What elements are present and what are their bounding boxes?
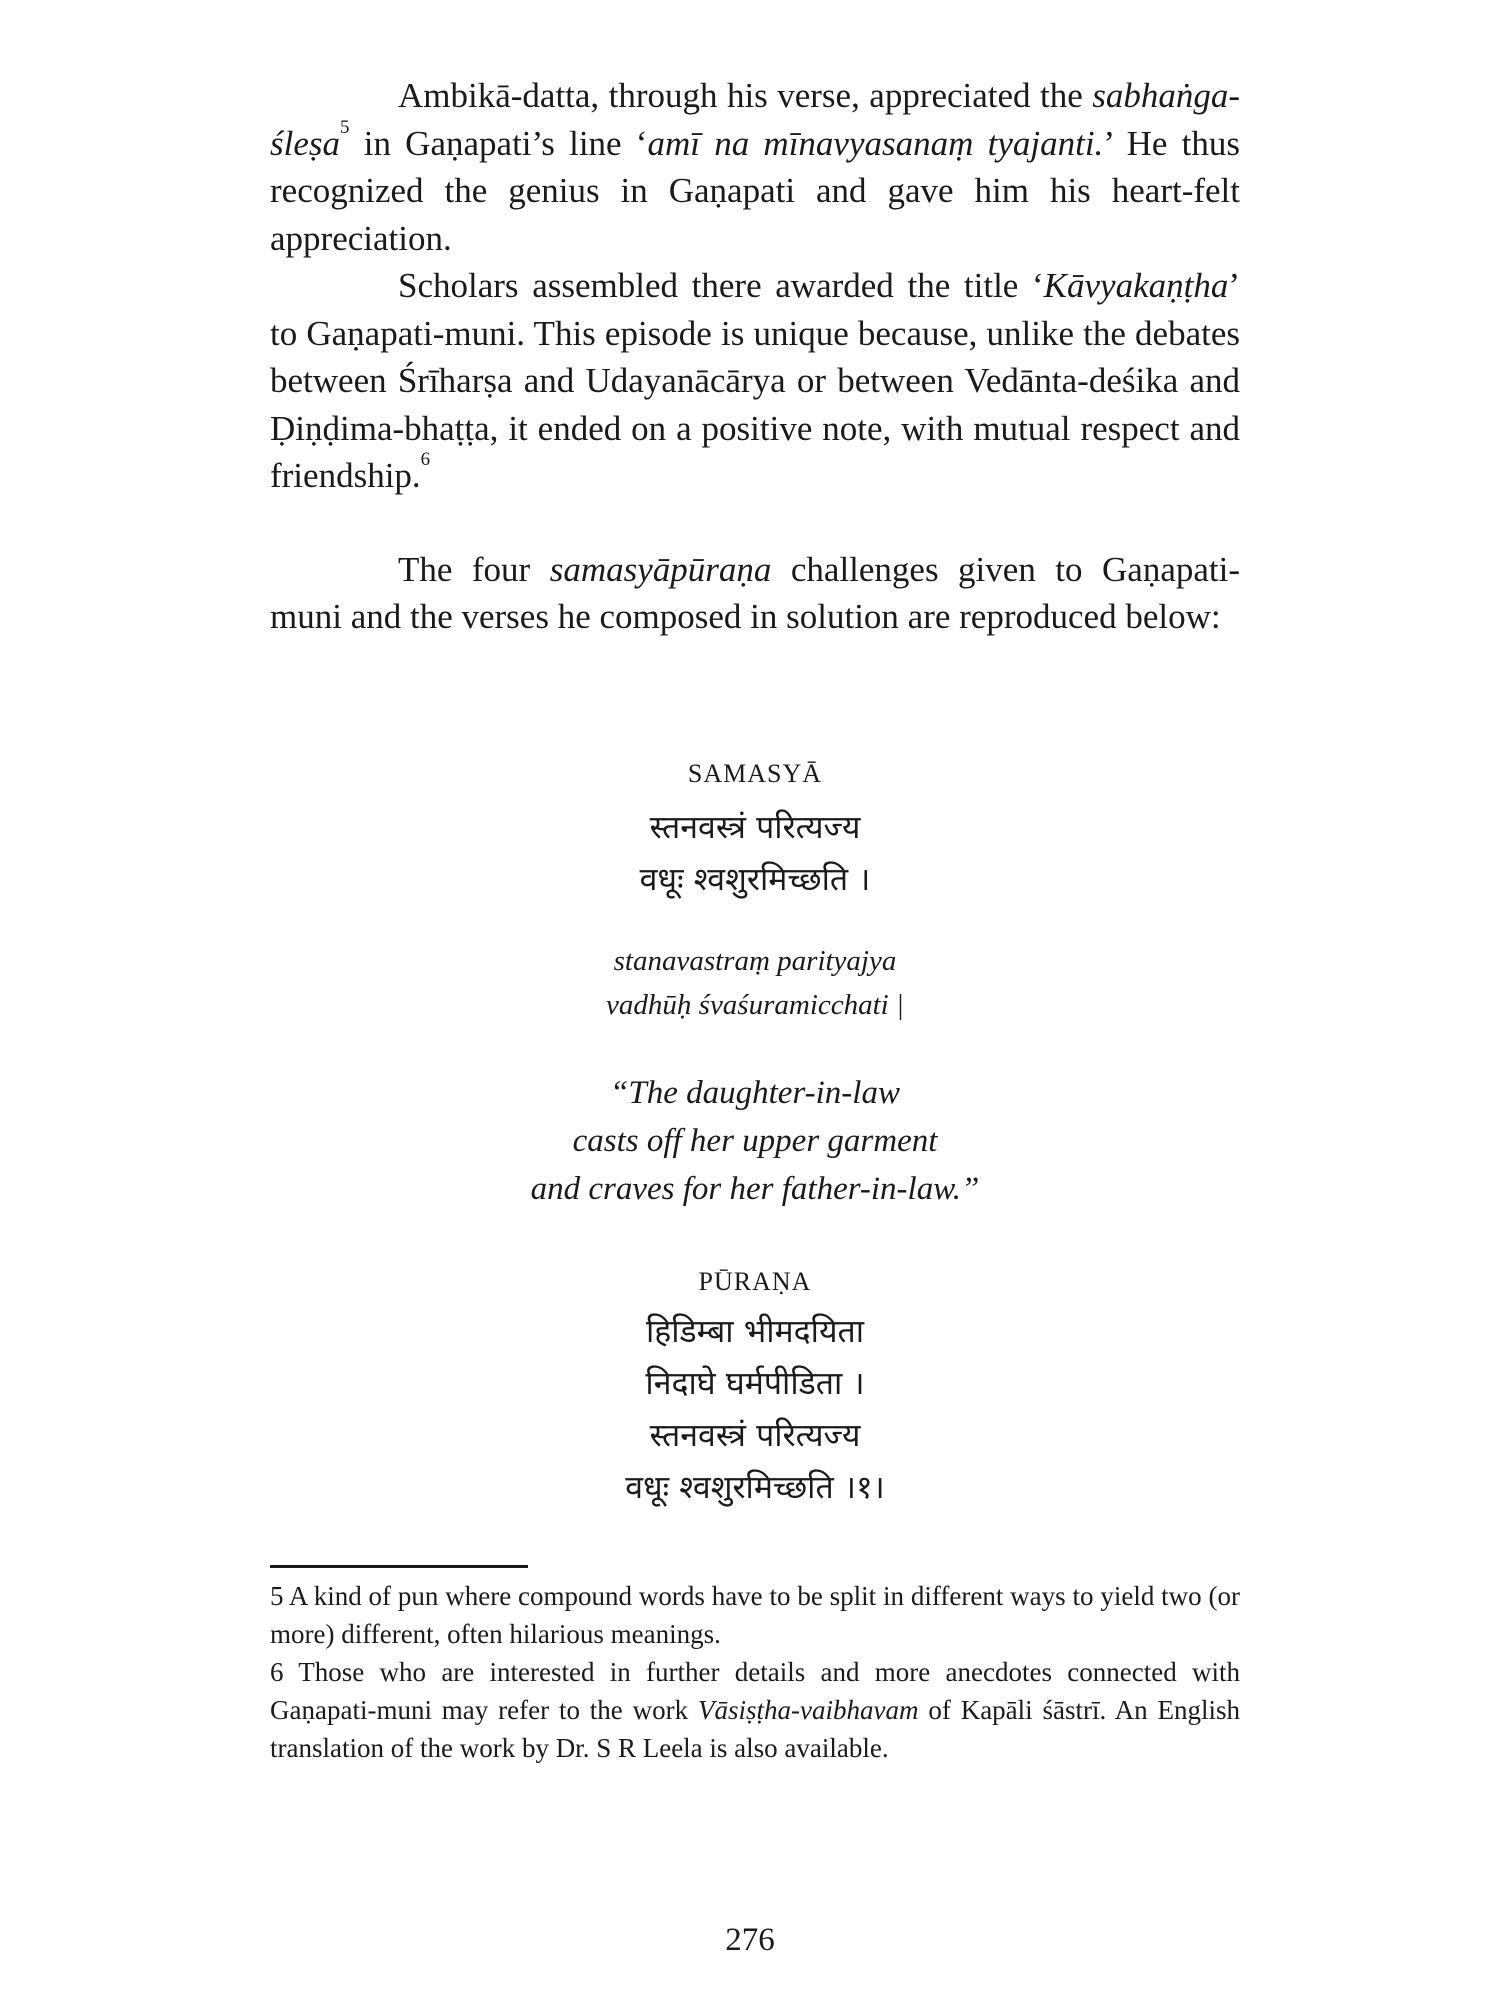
purana-heading: PŪRAṆA (698, 1267, 812, 1296)
p1-text-c: in Gaṇapati’s line ‘ (349, 123, 648, 163)
fn6-text-a: 6 Those who are interested in further details and more anecdotes connected with Gaṇapati-muni may refer to the work (270, 1657, 1240, 1725)
footnote-ref-6: 6 (420, 449, 431, 470)
samasya-translation-line-2: casts off her upper garment (572, 1123, 938, 1159)
p1-term-sabhanga: sabhaṅga-śleṣa (270, 76, 1240, 163)
paragraph-3 (270, 546, 1240, 641)
purana-deva-line-3: स्तनवस्त्रं परित्यज्य (649, 1416, 861, 1454)
paragraph-2 (270, 262, 1240, 500)
p2-title-kavyakantha: Kāvyakaṇṭha (1043, 266, 1229, 305)
samasya-translation-line-1: “The daughter-in-law (610, 1075, 900, 1111)
p3-text-c: challenges given to Gaṇapati-muni and the verses he composed in solution are reproduced below: (270, 549, 1240, 636)
samasya-deva-line-1: स्तनवस्त्रं परित्यज्य (649, 808, 861, 846)
p3-text-a: The four (398, 549, 550, 589)
p1-text-e: ’ He thus recognized the genius in Gaṇapati and gave him his heart-felt appreciation. (270, 123, 1240, 258)
p3-term-samasyapurana: samasyāpūraṇa (549, 549, 772, 589)
purana-deva-line-1: हिडिम्बा भीमदयिता (645, 1312, 865, 1350)
samasya-block (270, 757, 1240, 1213)
paragraph-1 (270, 72, 1240, 262)
samasya-deva-line-2: वधूः श्वशुरमिच्छति । (639, 860, 871, 898)
samasya-translit-line-2: vadhūḥ śvaśuramicchati | (606, 989, 904, 1021)
footnote-5: 5 A kind of pun where compound words have to be split in different ways to yield two (or more) different, often hilarious meanings. (270, 1581, 1240, 1649)
samasya-translation-line-3: and craves for her father-in-law.” (530, 1171, 980, 1207)
p2-text-a: Scholars assembled there awarded the title ‘ (398, 266, 1044, 305)
footnote-divider (270, 1565, 528, 1568)
footnotes (270, 1577, 1240, 1767)
body-text (270, 72, 1240, 641)
fn6-text-c: of Kapāli śāstrī. An English translation of the work by Dr. S R Leela is also available. (270, 1695, 1240, 1763)
fn6-work-title: Vāsiṣṭha-vaibhavam (698, 1695, 919, 1725)
purana-deva-line-4: वधूः श्वशुरमिच्छति ।१। (625, 1468, 885, 1506)
purana-deva-line-2: निदाघे घर्मपीडिता । (645, 1364, 865, 1402)
footnote-ref-5: 5 (340, 116, 350, 138)
page-number: 276 (725, 1922, 775, 1958)
footnote-6 (270, 1653, 1240, 1767)
p1-quote: amī na mīnavyasanaṃ tyajanti. (647, 123, 1104, 163)
samasya-heading: SAMASYĀ (687, 759, 823, 788)
samasya-translit-line-1: stanavastraṃ parityajya (613, 945, 897, 977)
p1-text-a: Ambikā-datta, through his verse, appreciated the (398, 76, 1093, 115)
p2-text-c: ’ to Gaṇapati-muni. This episode is unique because, unlike the debates between Śrīharṣa and Udayanācārya or between Vedānta-deśika and Ḍiṇḍima-bhaṭṭa, it ended on a positive note, with mutual respect and friendship. (270, 266, 1240, 495)
purana-block (270, 1265, 1240, 1513)
